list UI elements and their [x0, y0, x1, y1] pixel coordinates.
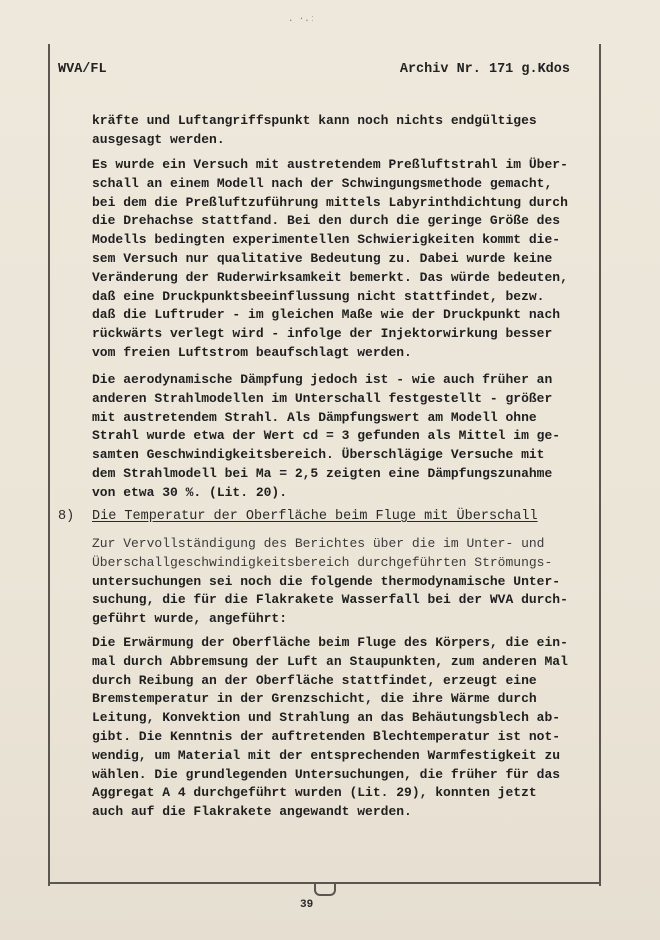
text-line: bei dem die Preßluftzuführung mittels Labyrinthdichtung durch [92, 194, 568, 210]
text-line: geführt wurde, angeführt: [92, 611, 288, 627]
text-line: Die Erwärmung der Oberfläche beim Fluge des Körpers, die ein- [92, 635, 568, 650]
header-archive-number: Archiv Nr. 171 g.Kdos [399, 62, 570, 77]
text-line: untersuchungen sei noch die folgende thermodynamische Unter- [92, 573, 561, 589]
text-line: mal durch Abbremsung der Luft an Staupunkten, zum anderen Mal [92, 653, 568, 669]
text-line: ausgesagt werden. [92, 131, 225, 147]
bottom-border-stub [314, 884, 336, 896]
text-line: rückwärts verlegt wird - infolge der Injektorwirkung besser [92, 326, 553, 342]
text-line: die Drehachse stattfand. Bei den durch die geringe Größe des [92, 213, 561, 229]
text-line: Veränderung der Ruderwirksamkeit bemerkt. Das würde bedeuten, [92, 269, 568, 285]
text-line: von etwa 30 %. (Lit. 20). [92, 484, 288, 500]
page-number: 39 [300, 899, 314, 911]
paragraph-1 [92, 112, 590, 150]
paragraph-3 [92, 371, 590, 503]
text-line: anderen Strahlmodellen im Unterschall festgestellt - größer [92, 390, 553, 406]
section-number: 8) [58, 509, 75, 524]
text-line: Aggregat A 4 durchgeführt wurden (Lit. 29), konnten jetzt [92, 785, 537, 801]
section-title: Die Temperatur der Oberfläche beim Fluge mit Überschall [92, 509, 538, 524]
text-line: auch auf die Flakrakete angewandt werden. [92, 804, 412, 820]
left-border-line [48, 44, 50, 886]
paragraph-5 [92, 634, 590, 822]
text-line: wählen. Die grundlegenden Untersuchungen, die früher für das [92, 766, 561, 782]
right-border-line [599, 44, 601, 886]
text-line: Strahl wurde etwa der Wert cd = 3 gefunden als Mittel im ge- [92, 428, 561, 444]
top-specks: . ·.ː [288, 14, 316, 24]
text-line: dem Strahlmodell bei Ma = 2,5 zeigten eine Dämpfungszunahme [92, 465, 553, 481]
text-line: kräfte und Luftangriffspunkt kann noch nichts endgültiges [92, 113, 537, 128]
text-line: Es wurde ein Versuch mit austretendem Preßluftstrahl im Über- [92, 157, 568, 172]
text-line: daß eine Druckpunktsbeeinflussung nicht stattfindet, bezw. [92, 288, 545, 304]
paragraph-4 [92, 535, 590, 629]
text-line: suchung, die für die Flakrakete Wasserfall bei der WVA durch- [92, 592, 568, 608]
text-line: Bremstemperatur in der Grenzschicht, die ihre Wärme durch [92, 691, 537, 707]
text-line: durch Reibung an der Oberfläche stattfindet, erzeugt eine [92, 672, 537, 688]
text-line: Die aerodynamische Dämpfung jedoch ist - wie auch früher an [92, 372, 553, 387]
text-line: samten Geschwindigkeitsbereich. Überschlägige Versuche mit [92, 447, 545, 463]
text-line: gibt. Die Kenntnis der auftretenden Blechtemperatur ist not- [92, 728, 561, 744]
paragraph-2 [92, 156, 590, 363]
text-line: Zur Vervollständigung des Berichtes über die im Unter- und [92, 536, 545, 551]
text-line: mit austretendem Strahl. Als Dämpfungswert am Modell ohne [92, 409, 537, 425]
text-line: daß die Luftruder - im gleichen Maße wie der Druckpunkt nach [92, 307, 561, 323]
text-line: Modells bedingten experimentellen Schwierigkeiten kommt die- [92, 232, 561, 248]
header-left-ref: WVA/FL [58, 62, 107, 77]
text-line: Überschallgeschwindigkeitsbereich durchgeführten Strömungs- [92, 554, 553, 570]
text-line: Leitung, Konvektion und Strahlung an das Behäutungsblech ab- [92, 710, 561, 726]
text-line: vom freien Luftstrom beaufschlagt werden. [92, 344, 412, 360]
text-line: sem Versuch nur qualitative Bedeutung zu. Dabei wurde keine [92, 250, 553, 266]
text-line: wendig, um Material mit der entsprechenden Warmfestigkeit zu [92, 747, 561, 763]
text-line: schall an einem Modell nach der Schwingungsmethode gemacht, [92, 175, 553, 191]
